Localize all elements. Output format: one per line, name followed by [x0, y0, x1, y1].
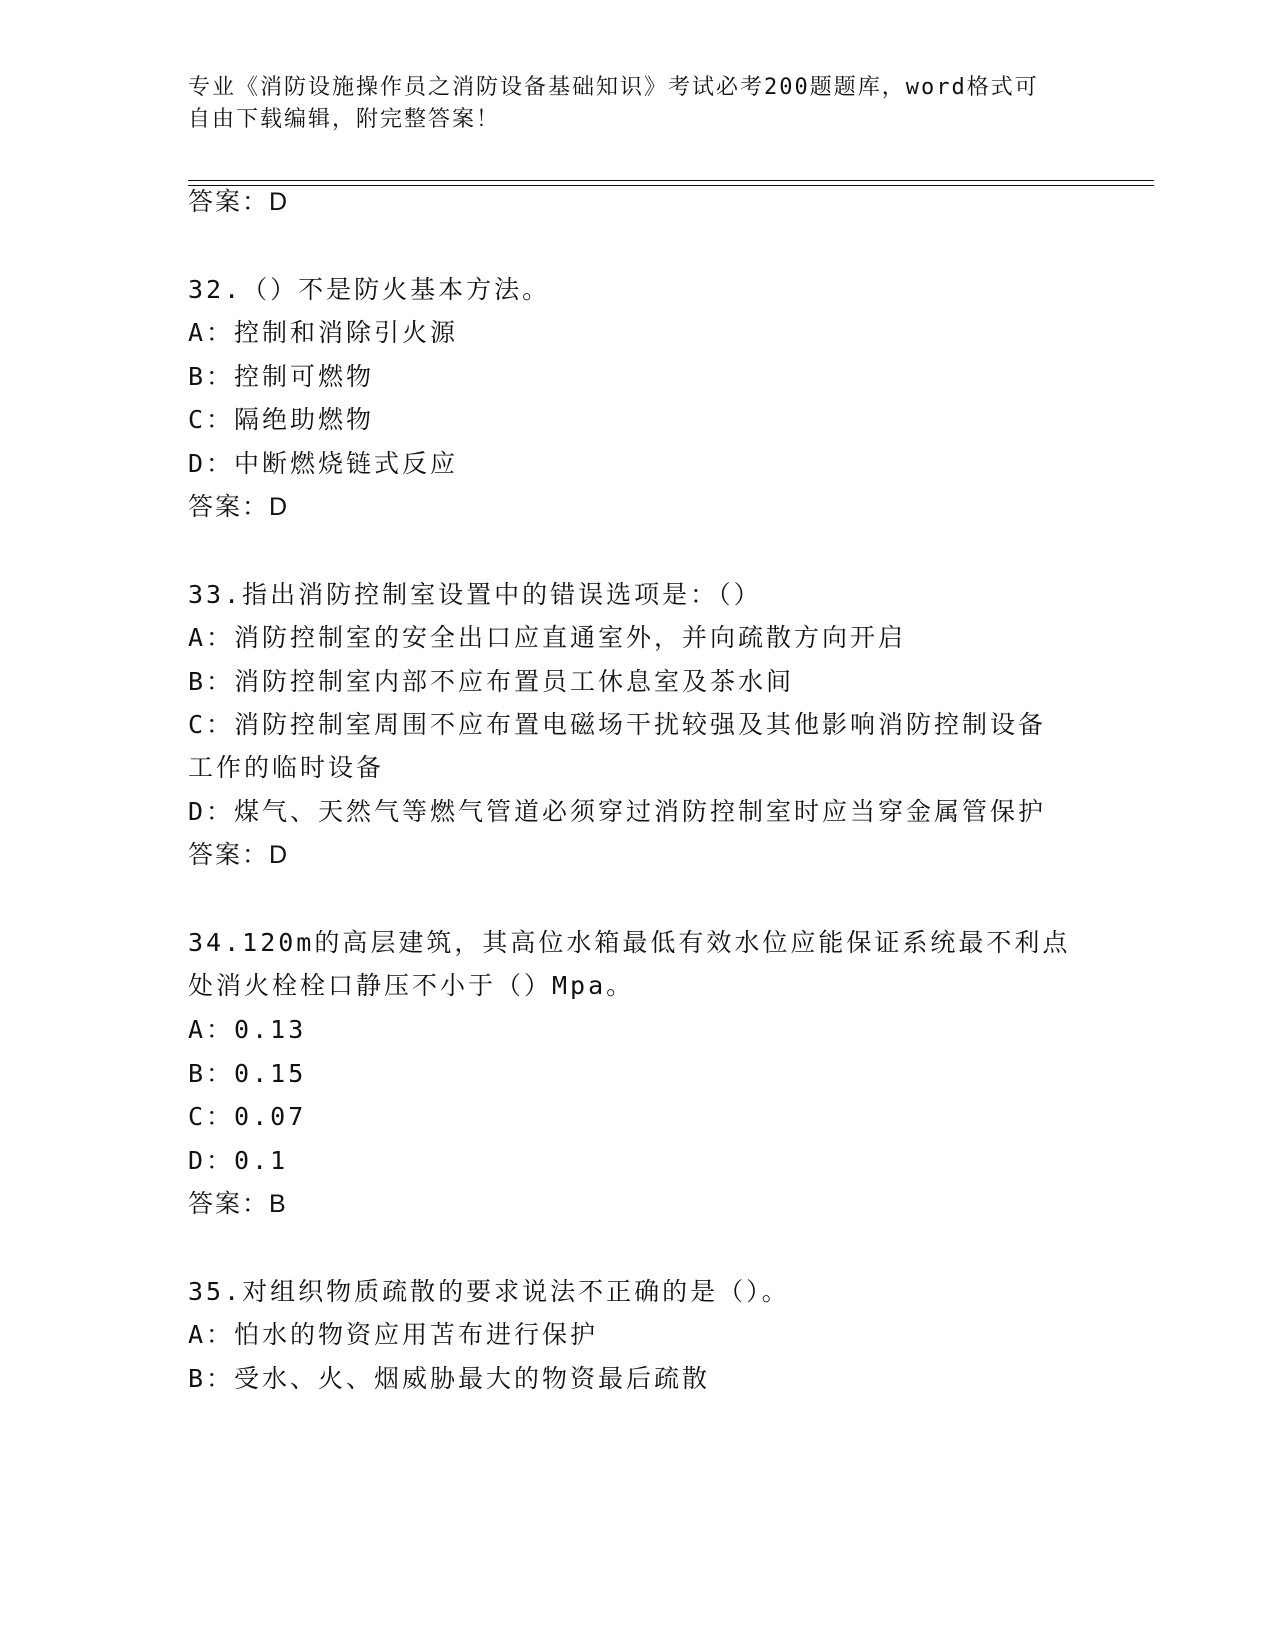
question-34-stem: 34.120m的高层建筑，其高位水箱最低有效水位应能保证系统最不利点	[188, 928, 1071, 957]
header-rule-bottom	[188, 185, 1154, 186]
question-33-stem: 33.指出消防控制室设置中的错误选项是：（）	[188, 580, 762, 609]
question-33-option-a: A：消防控制室的安全出口应直通室外，并向疏散方向开启	[188, 623, 907, 652]
question-34-stem-continued: 处消火栓栓口静压不小于（）Mpa。	[188, 971, 635, 1000]
document-header	[188, 72, 1068, 136]
header-title-line-1: 专业《消防设施操作员之消防设备基础知识》考试必考200题题库，word格式可	[188, 75, 1039, 100]
question-33-option-c: C：消防控制室周围不应布置电磁场干扰较强及其他影响消防控制设备	[188, 710, 1047, 739]
question-33-option-d: D：煤气、天然气等燃气管道必须穿过消防控制室时应当穿金属管保护	[188, 797, 1047, 826]
answer-31: 答案：D	[188, 188, 290, 216]
question-35-stem: 35.对组织物质疏散的要求说法不正确的是（）。	[188, 1277, 790, 1306]
question-33-option-b: B：消防控制室内部不应布置员工休息室及茶水间	[188, 667, 795, 696]
question-32-option-d: D：中断燃烧链式反应	[188, 449, 459, 478]
question-34-option-d: D：0.1	[188, 1146, 289, 1175]
header-title-line-2: 自由下载编辑，附完整答案！	[188, 107, 501, 132]
question-34-option-c: C：0.07	[188, 1102, 307, 1131]
question-32-option-a: A：控制和消除引火源	[188, 318, 459, 347]
question-35-option-b: B：受水、火、烟威胁最大的物资最后疏散	[188, 1364, 711, 1393]
question-34-answer: 答案：B	[188, 1190, 288, 1218]
question-33-answer: 答案：D	[188, 841, 290, 869]
header-rule-top	[188, 180, 1154, 181]
question-35-option-a: A：怕水的物资应用苫布进行保护	[188, 1320, 599, 1349]
question-34-option-b: B：0.15	[188, 1059, 307, 1088]
question-34-option-a: A：0.13	[188, 1015, 307, 1044]
question-32-answer: 答案：D	[188, 493, 290, 521]
question-32-option-c: C：隔绝助燃物	[188, 405, 375, 434]
question-33-option-c-continued: 工作的临时设备	[188, 753, 385, 782]
question-32-option-b: B：控制可燃物	[188, 362, 375, 391]
question-32-stem: 32.（）不是防火基本方法。	[188, 275, 551, 304]
